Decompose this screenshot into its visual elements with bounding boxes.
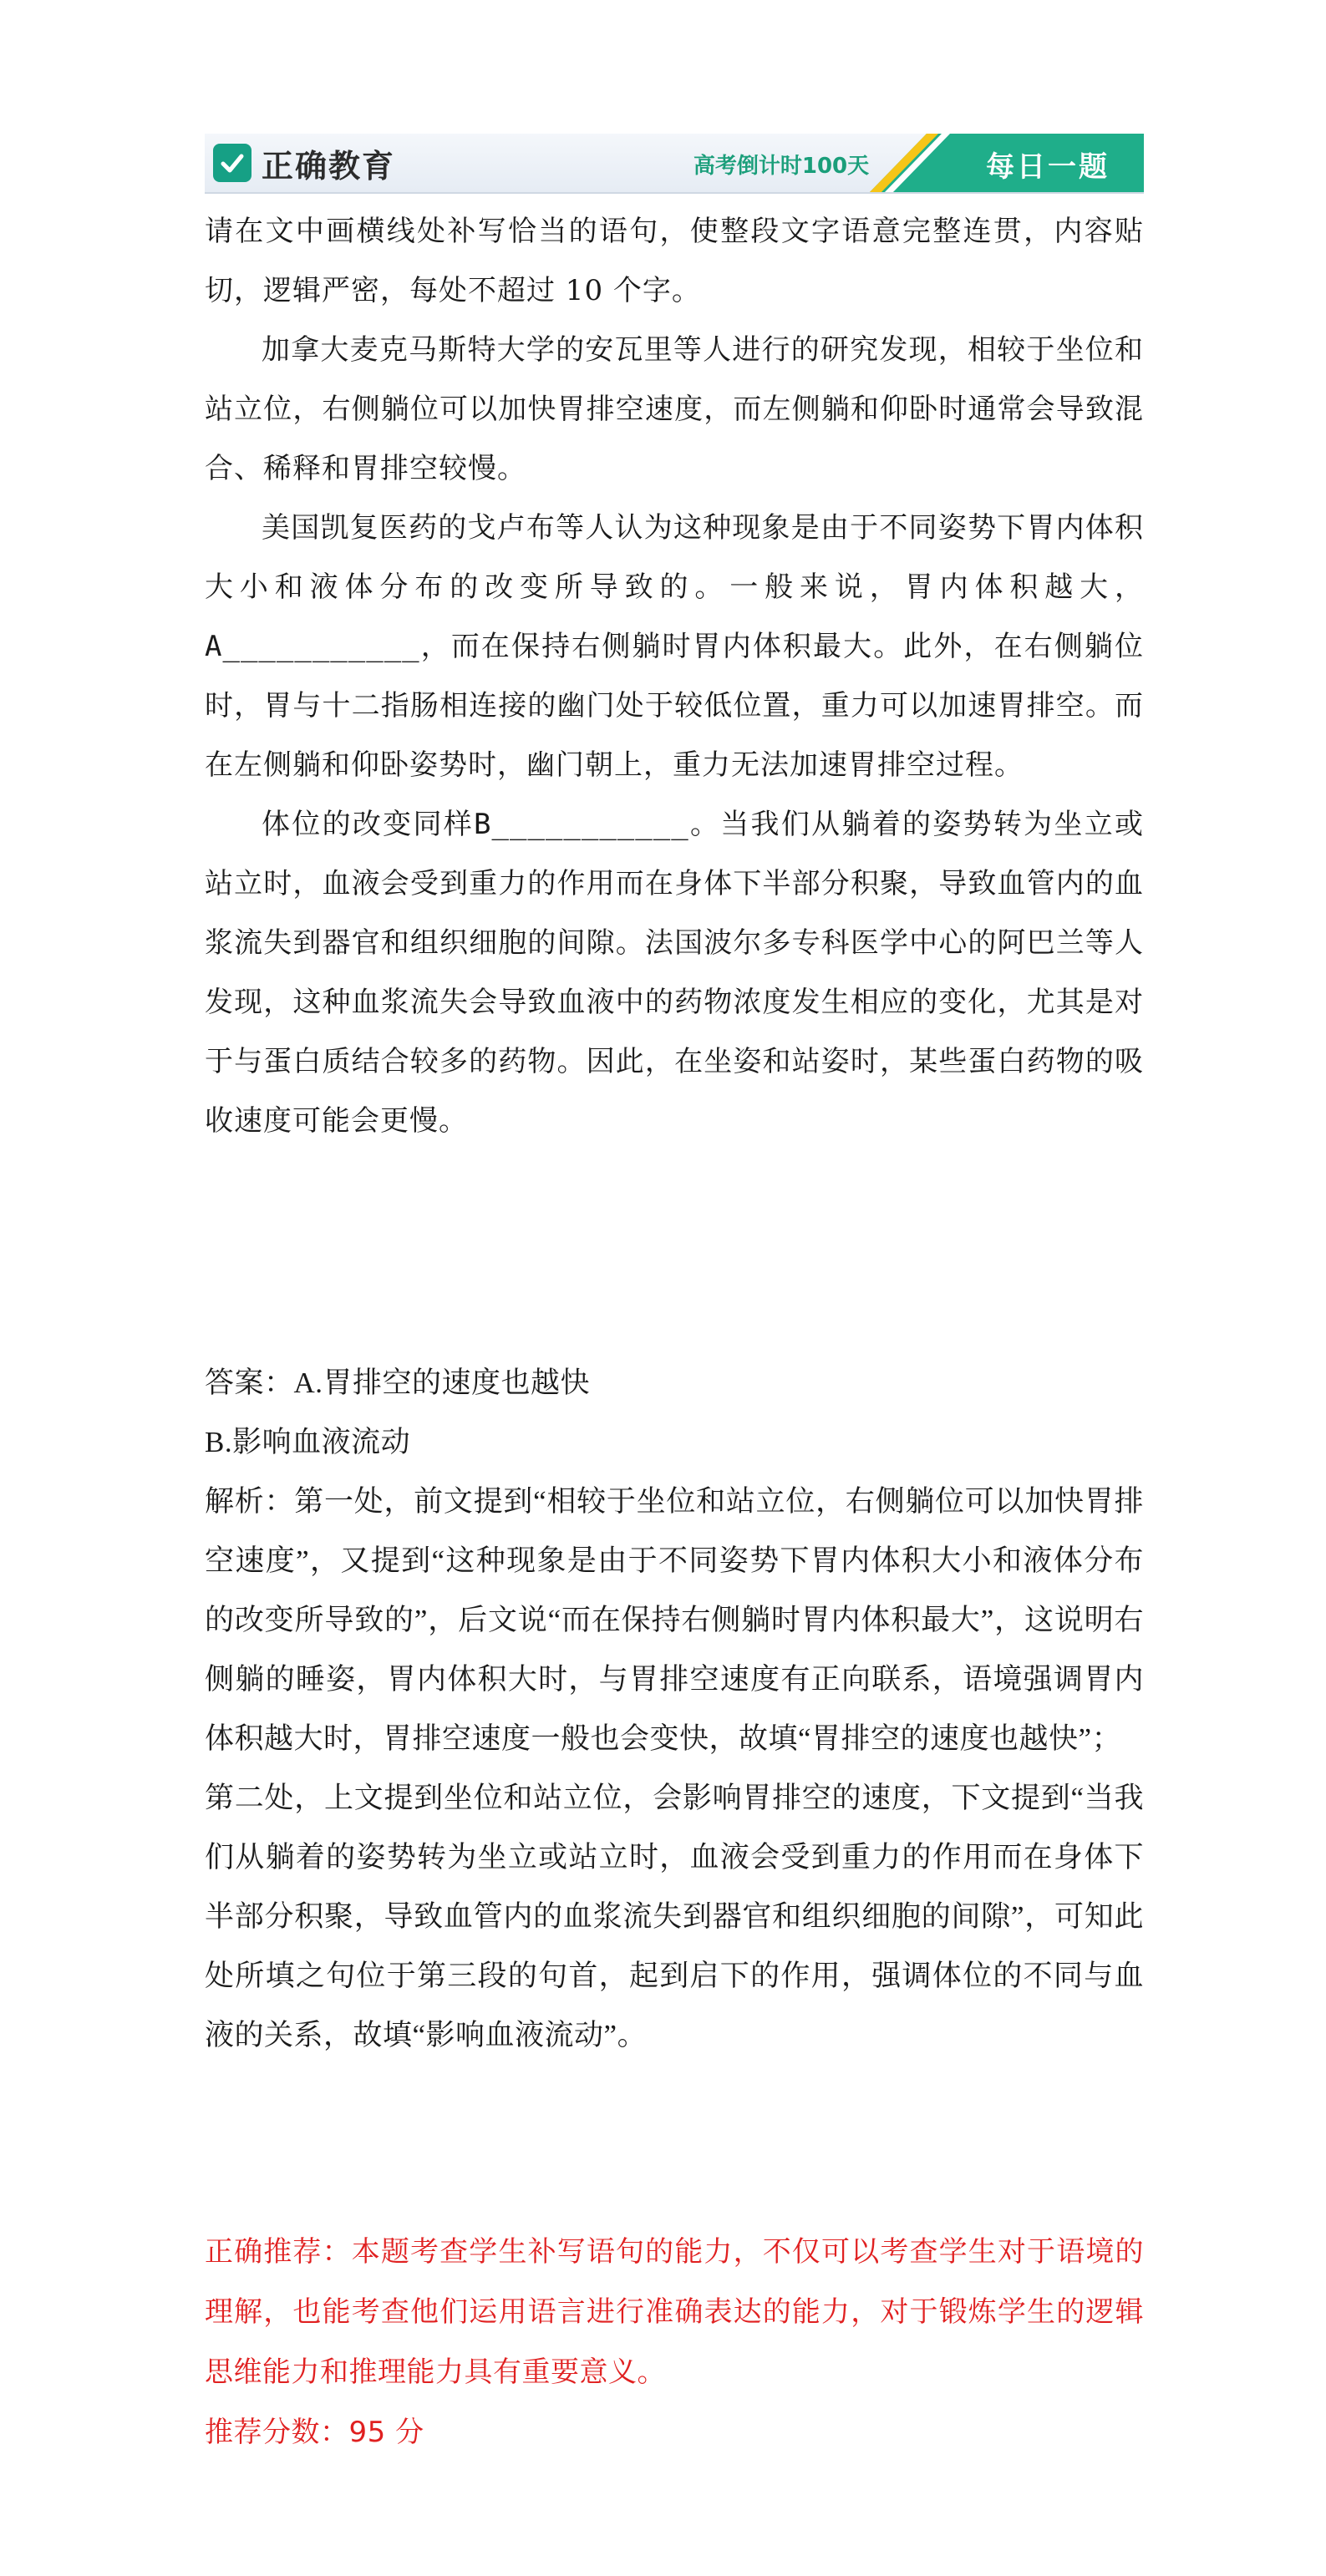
daily-question-label: 每日一题 — [986, 150, 1110, 184]
answer-a: 答案：A.胃排空的速度也越快 — [205, 1367, 591, 1399]
brand-name: 正确教育 — [262, 147, 396, 185]
recommendation-text: 正确推荐：本题考查学生补写语句的能力，不仅可以考查学生对于语境的理解，也能考查他们运用语言进行准确表达的能力，对于锻炼学生的逻辑思维能力和推理能力具有重要意义。 — [205, 2235, 1144, 2389]
passage-paragraph-1: 加拿大麦克马斯特大学的安瓦里等人进行的研究发现，相较于坐位和站立位，右侧躺位可以加快胃排空速度，而左侧躺和仰卧时通常会导致混合、稀释和胃排空较慢。 — [205, 333, 1144, 485]
brand-logo — [213, 134, 395, 192]
question-instruction: 请在文中画横线处补写恰当的语句，使整段文字语意完整连贯，内容贴切，逻辑严密，每处不超过 10 个字。 — [205, 215, 1144, 307]
blank-a: A___________ — [205, 630, 420, 663]
blank-b: B___________ — [474, 808, 689, 841]
paragraph-3-text-after: 。当我们从躺着的姿势转为坐立或站立时，血液会受到重力的作用而在身体下半部分积聚，导致血管内的血浆流失到器官和组织细胞的间隙。法国波尔多专科医学中心的阿巴兰等人发现，这种血浆流失会导致血液中的药物浓度发生相应的变化，尤其是对于与蛋白质结合较多的药物。因此，在坐姿和站姿时，某些蛋白药物的吸收速度可能会更慢。 — [205, 808, 1145, 1138]
passage-paragraph-2 — [205, 499, 1144, 795]
recommendation-section — [205, 2222, 1144, 2462]
paragraph-2-text-before: 美国凯复医药的戈卢布等人认为这种现象是由于不同姿势下胃内体积大小和液体分布的改变所导致的。一般来说，胃内体积越大， — [205, 511, 1144, 604]
recommendation-score: 推荐分数：95 分 — [205, 2416, 424, 2449]
paragraph-3-text-before: 体位的改变同样 — [262, 808, 475, 841]
header-banner — [205, 134, 1144, 194]
countdown-label: 高考倒计时100天 — [693, 153, 870, 179]
paragraph-2-text-after: ，而在保持右侧躺时胃内体积最大。此外，在右侧躺位时，胃与十二指肠相连接的幽门处于较低位置，重力可以加速胃排空。而在左侧躺和仰卧姿势时，幽门朝上，重力无法加速胃排空过程。 — [205, 630, 1144, 782]
daily-question-badge — [868, 134, 1144, 194]
checkmark-icon — [213, 144, 251, 182]
answer-section — [205, 1353, 1144, 2065]
passage-paragraph-3 — [205, 795, 1144, 1151]
analysis-part-1: 解析：第一处，前文提到“相较于坐位和站立位，右侧躺位可以加快胃排空速度”，又提到“这种现象是由于不同姿势下胃内体积大小和液体分布的改变所导致的”，后文说“而在保持右侧躺时胃内体积最大”，这说明右侧躺的睡姿，胃内体积大时，与胃排空速度有正向联系，语境强调胃内体积越大时，胃排空速度一般也会变快，故填“胃排空的速度也越快”； — [205, 1485, 1144, 1755]
question-body — [205, 202, 1144, 1151]
analysis-part-2: 第二处，上文提到坐位和站立位，会影响胃排空的速度，下文提到“当我们从躺着的姿势转为坐立或站立时，血液会受到重力的作用而在身体下半部分积聚，导致血管内的血浆流失到器官和组织细胞的间隙”，可知此处所填之句位于第三段的句首，起到启下的作用，强调体位的不同与血液的关系，故填“影响血液流动”。 — [205, 1782, 1144, 2051]
answer-b: B.影响血液流动 — [205, 1426, 411, 1458]
